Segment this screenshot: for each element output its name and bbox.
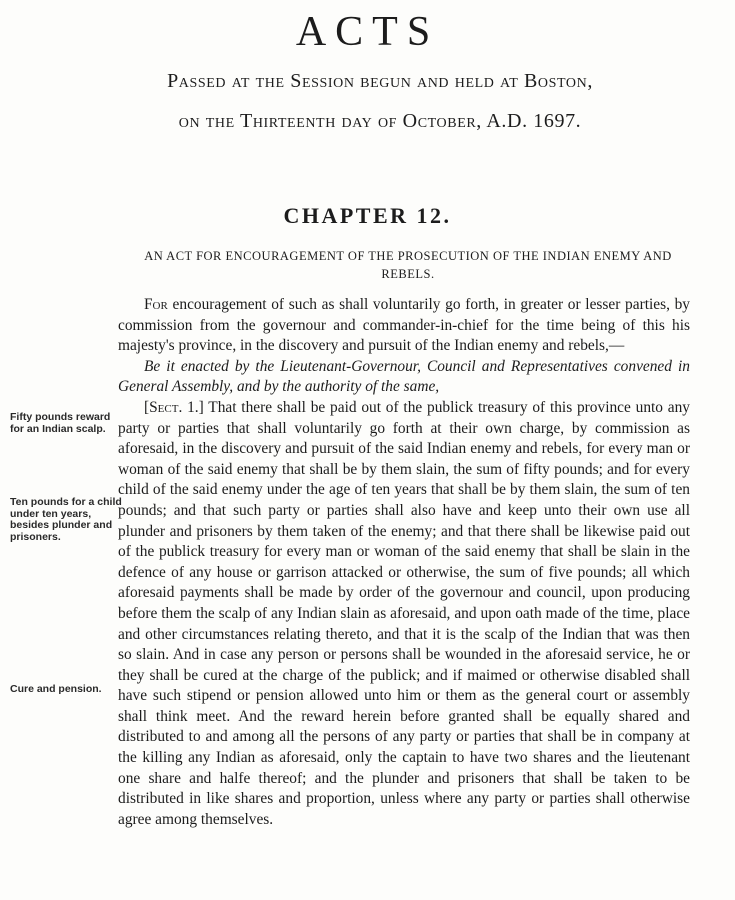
preamble-paragraph [118, 295, 690, 357]
margin-note-cure-pension: Cure and pension. [10, 683, 102, 695]
section-1-paragraph [118, 398, 690, 830]
enacting-clause: Be it enacted by the Lieutenant-Governour, Council and Representatives convened in General Assembly, and by the authority of the same, [118, 357, 690, 396]
acts-heading: ACTS [295, 9, 440, 55]
act-title: AN ACT FOR ENCOURAGEMENT OF THE PROSECUTION OF THE INDIAN ENEMY AND REBELS. [144, 249, 672, 281]
preamble-first-word: For [144, 296, 168, 313]
session-line-2: on the Thirteenth day of October, A.D. 1697. [178, 110, 582, 132]
session-line-1: Passed at the Session begun and held at Boston, [167, 70, 593, 92]
margin-note-fifty-pounds: Fifty pounds reward for an Indian scalp. [10, 411, 111, 435]
preamble-text: encouragement of such as shall voluntarily go forth, in greater or lesser parties, by commission from the governour and commander-in-chief for the time being of this his majesty's province, in the discovery and pursuit of the Indian enemy and rebels,— [118, 296, 690, 355]
margin-note-ten-pounds: Ten pounds for a child under ten years, besides plunder and prisoners. [10, 496, 122, 543]
section-label: [Sect. 1.] [144, 398, 204, 416]
act-body [118, 295, 690, 830]
section-1-text: That there shall be paid out of the publick treasury of this province unto any party or parties that shall voluntarily go forth at their own charge, by commission as aforesaid, in the discovery and pursuit of the said Indian enemy and rebels, for every man or woman of the said enemy that shall be by them slain, the sum of fifty pounds; and for every child of the said enemy under the age of ten years that shall be by them slain, the sum of ten pounds; and that such party or parties shall also have and keep unto their own use all plunder and prisoners by them taken of the enemy; and that there shall be likewise paid out of the publick treasury for every man or woman of the said enemy that shall be slain in the defence of any house or garrison attacked or otherwise, the sum of five pounds; all which aforesaid payments shall be made by order of the governour and council, upon producing before them the scalp of any Indian slain as aforesaid, and upon oath made of the time, place and other circumstances relating thereto, and that it is the scalp of the Indian that was then so slain. And in case any person or persons shall be wounded in the aforesaid service, he or they shall be cured at the charge of the publick; and if maimed or otherwise disabled shall have such stipend or pension allowed unto him or them as the general court or assembly shall think meet. And the reward herein before granted shall be equally shared and distributed to and among all the persons of any party or parties that shall be in company at the killing any Indian as aforesaid, only the captain to have two shares and the lieutenant one share and halfe thereof; and the plunder and prisoners that shall be taken to be distributed in like shares and proportion, unless where any party or parties shall otherwise agree among themselves. [118, 398, 691, 828]
chapter-title: CHAPTER 12. [283, 203, 452, 228]
